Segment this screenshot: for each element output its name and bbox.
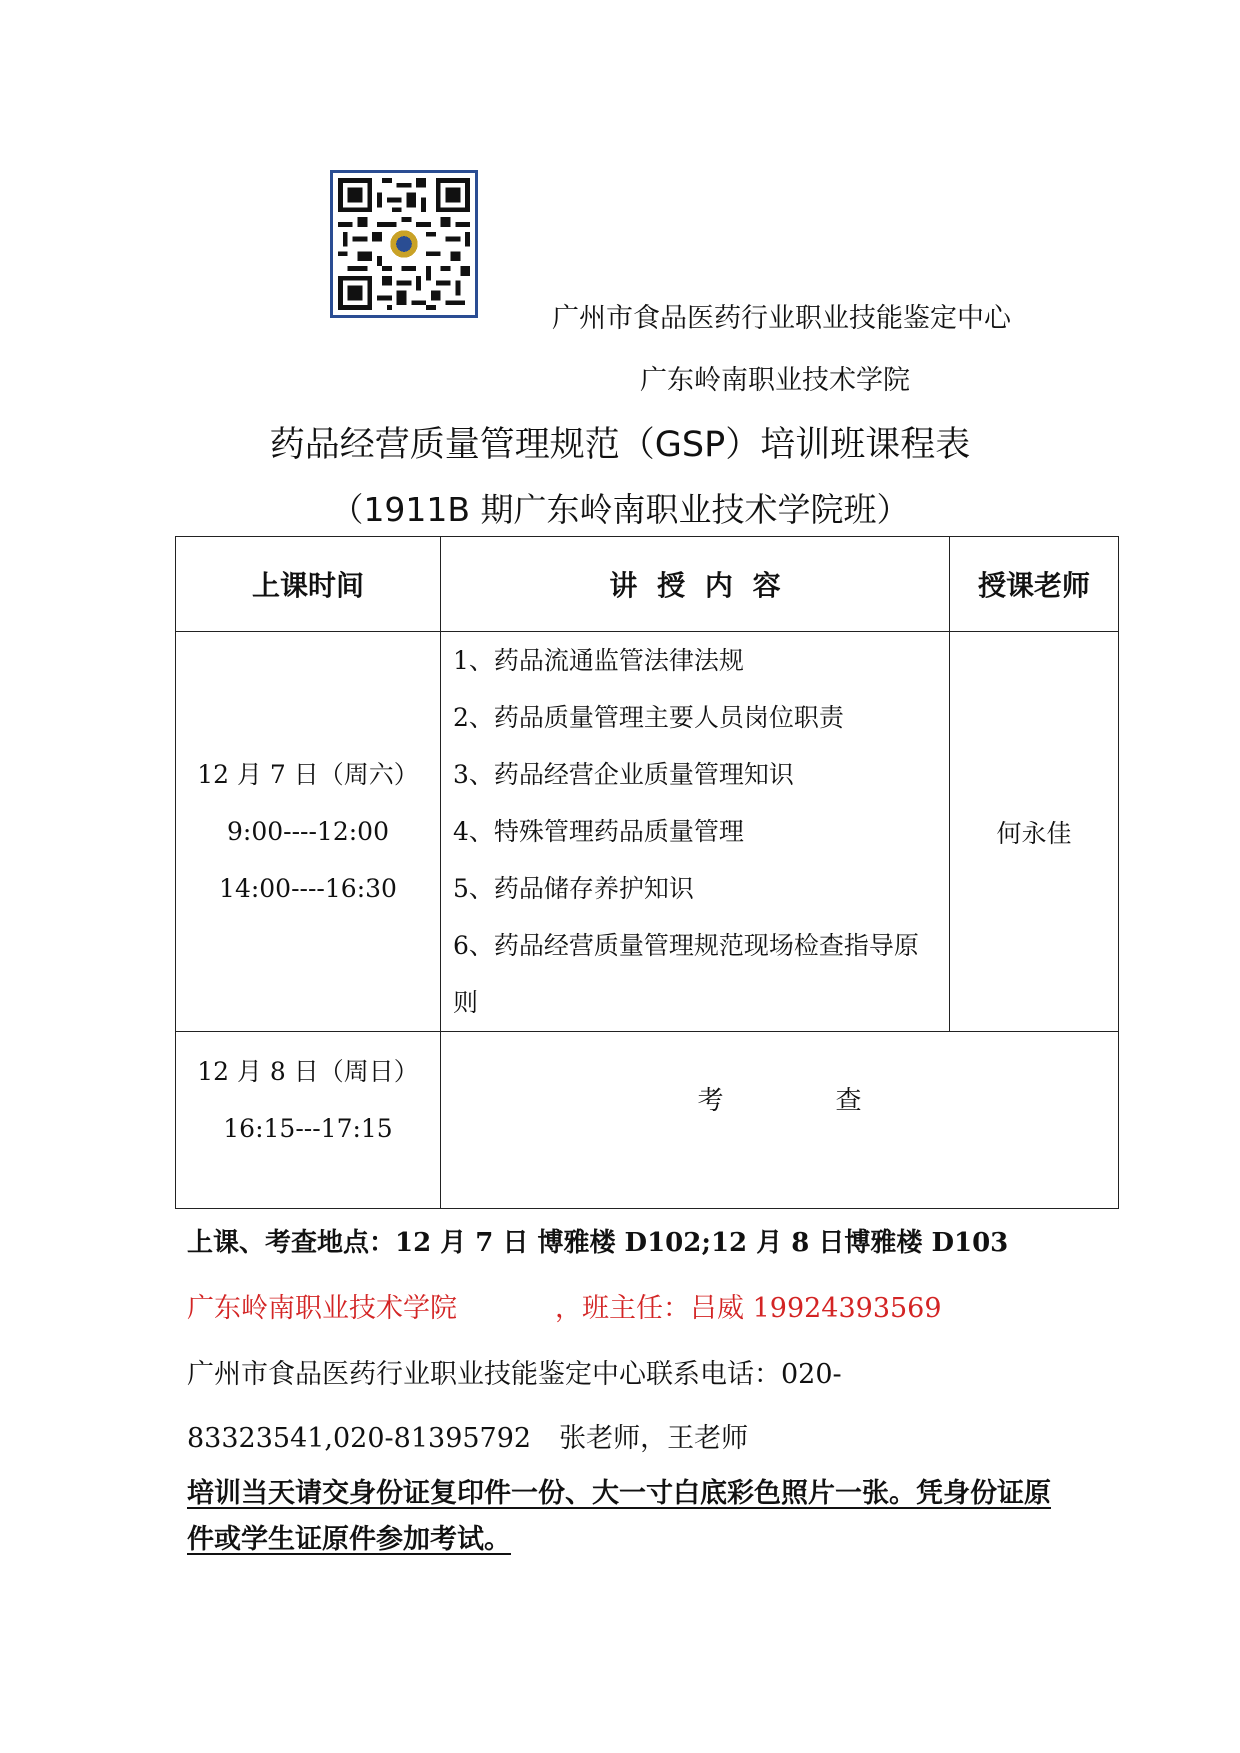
contact-line1: 广州市食品医药行业职业技能鉴定中心联系电话：020-	[187, 1359, 842, 1390]
notice-content: 培训当天请交身份证复印件一份、大一寸白底彩色照片一张。凭身份证原件或学生证原件参加考试。	[187, 1478, 1051, 1555]
location-value: 12 月 7 日 博雅楼 D102;12 月 8 日博雅楼 D103	[395, 1228, 1009, 1258]
list-item: 3、药品经营企业质量管理知识	[453, 760, 794, 789]
org-name-line2: 广东岭南职业技术学院	[640, 365, 910, 396]
content-cell	[441, 632, 950, 1032]
location-line	[187, 1222, 1008, 1259]
time-cell	[176, 632, 441, 1032]
exam-cell	[441, 1032, 1119, 1209]
session-date: 12 月 7 日（周六）	[197, 760, 419, 789]
header-teacher: 授课老师	[950, 537, 1119, 632]
exam-time: 16:15---17:15	[223, 1114, 393, 1143]
session-time-afternoon: 14:00----16:30	[219, 874, 397, 903]
head-teacher-line	[187, 1286, 942, 1325]
list-item: 6、药品经营质量管理规范现场检查指导原则	[453, 931, 919, 1017]
page-title: 药品经营质量管理规范（GSP）培训班课程表	[269, 425, 971, 465]
list-item: 4、特殊管理药品质量管理	[453, 817, 744, 846]
notice-text	[187, 1471, 1057, 1563]
table-row	[176, 632, 1119, 1032]
teacher-cell: 何永佳	[950, 632, 1119, 1032]
schedule-table	[175, 536, 1119, 1209]
time-cell	[176, 1032, 441, 1209]
header-content: 讲 授 内 容	[441, 537, 950, 632]
list-item: 1、药品流通监管法律法规	[453, 646, 744, 675]
school-name: 广东岭南职业技术学院	[187, 1293, 457, 1324]
page-subtitle: （1911B 期广东岭南职业技术学院班）	[330, 490, 910, 529]
exam-date: 12 月 8 日（周日）	[197, 1057, 419, 1086]
list-item: 5、药品储存养护知识	[453, 874, 694, 903]
session-time-morning: 9:00----12:00	[227, 817, 389, 846]
org-name-line1: 广州市食品医药行业职业技能鉴定中心	[552, 303, 1011, 334]
head-teacher-contact: ，班主任：吕威 19924393569	[555, 1293, 942, 1324]
qr-code-icon	[330, 170, 478, 318]
table-header-row	[176, 537, 1119, 632]
contact-numbers: 83323541,020-81395792	[187, 1423, 532, 1454]
contact-names: 张老师，王老师	[559, 1423, 749, 1454]
exam-label-a: 考	[697, 1086, 724, 1116]
exam-label-b: 查	[835, 1086, 862, 1116]
location-label: 上课、考查地点：	[187, 1228, 396, 1258]
list-item: 2、药品质量管理主要人员岗位职责	[453, 703, 844, 732]
header-time: 上课时间	[176, 537, 441, 632]
table-row	[176, 1032, 1119, 1209]
contact-line2	[187, 1416, 748, 1455]
